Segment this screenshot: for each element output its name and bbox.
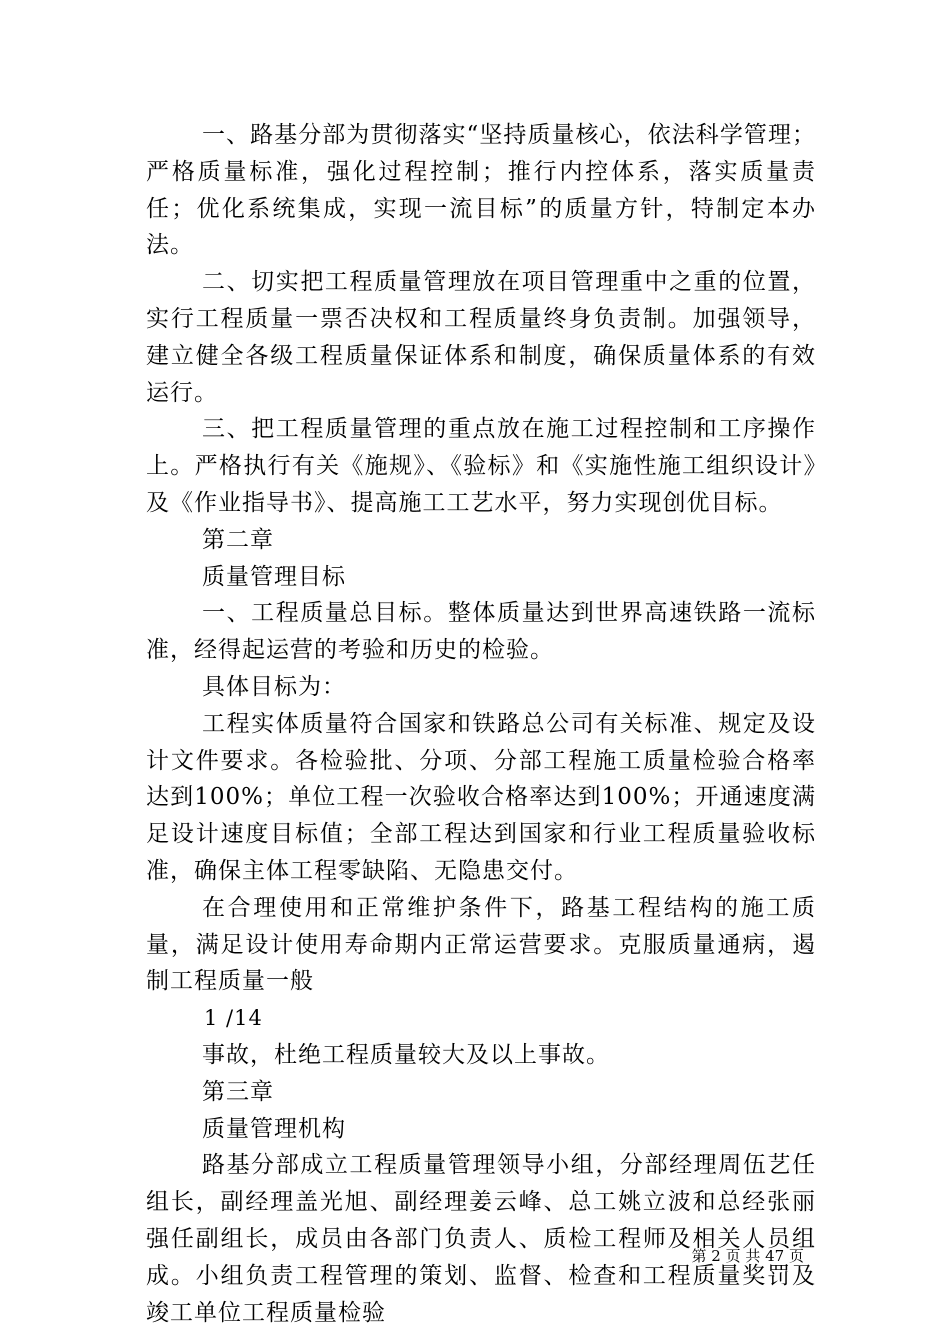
paragraph-specific-goals: 工程实体质量符合国家和铁路总公司有关标准、规定及设计文件要求。各检验批、分项、分部工程施工质量检验合格率达到100%；单位工程一次验收合格率达到100%；开通速度满足设计速度目标值；全部工程达到国家和行业工程质量验收标准，确保主体工程零缺陷、无隐患交付。	[146, 710, 816, 884]
paragraph-quality-policy: 一、路基分部为贯彻落实“坚持质量核心，依法科学管理；严格质量标准，强化过程控制；推行内控体系，落实质量责任；优化系统集成，实现一流目标”的质量方针，特制定本办法。	[146, 122, 816, 259]
paragraph-accident-prevention: 事故，杜绝工程质量较大及以上事故。	[202, 1041, 610, 1068]
chapter-three-title: 质量管理机构	[202, 1115, 346, 1142]
document-body	[146, 117, 816, 1331]
page-footer: 第 2 页 共 47 页	[691, 1247, 804, 1265]
paragraph-management-priority: 二、切实把工程质量管理放在项目管理重中之重的位置，实行工程质量一票否决权和工程质量终身负责制。加强领导，建立健全各级工程质量保证体系和制度，确保质量体系的有效运行。	[146, 269, 816, 406]
paragraph-service-life: 在合理使用和正常维护条件下，路基工程结构的施工质量，满足设计使用寿命期内正常运营要求。克服质量通病，遏制工程质量一般	[146, 894, 816, 995]
paragraph-overall-goal: 一、工程质量总目标。整体质量达到世界高速铁路一流标准，经得起运营的考验和历史的检验。	[146, 600, 816, 664]
chapter-two-heading: 第二章	[202, 526, 274, 553]
chapter-two-title: 质量管理目标	[202, 563, 346, 590]
chapter-three-heading: 第三章	[202, 1078, 274, 1105]
paragraph-process-control: 三、把工程质量管理的重点放在施工过程控制和工序操作上。严格执行有关《施规》、《验标》和《实施性施工组织设计》及《作业指导书》、提高施工工艺水平，努力实现创优目标。	[146, 416, 816, 516]
paragraph-leadership-group: 路基分部成立工程质量管理领导小组，分部经理周伍艺任组长，副经理盖光旭、副经理姜云峰、总工姚立波和总经张丽强任副组长，成员由各部门负责人、质检工程师及相关人员组成。小组负责工程管理的策划、监督、检查和工程质量奖罚及竣工单位工程质量检验	[146, 1152, 816, 1326]
inner-page-number: 1 /14	[204, 1006, 263, 1031]
paragraph-specific-goals-label: 具体目标为：	[202, 673, 346, 700]
